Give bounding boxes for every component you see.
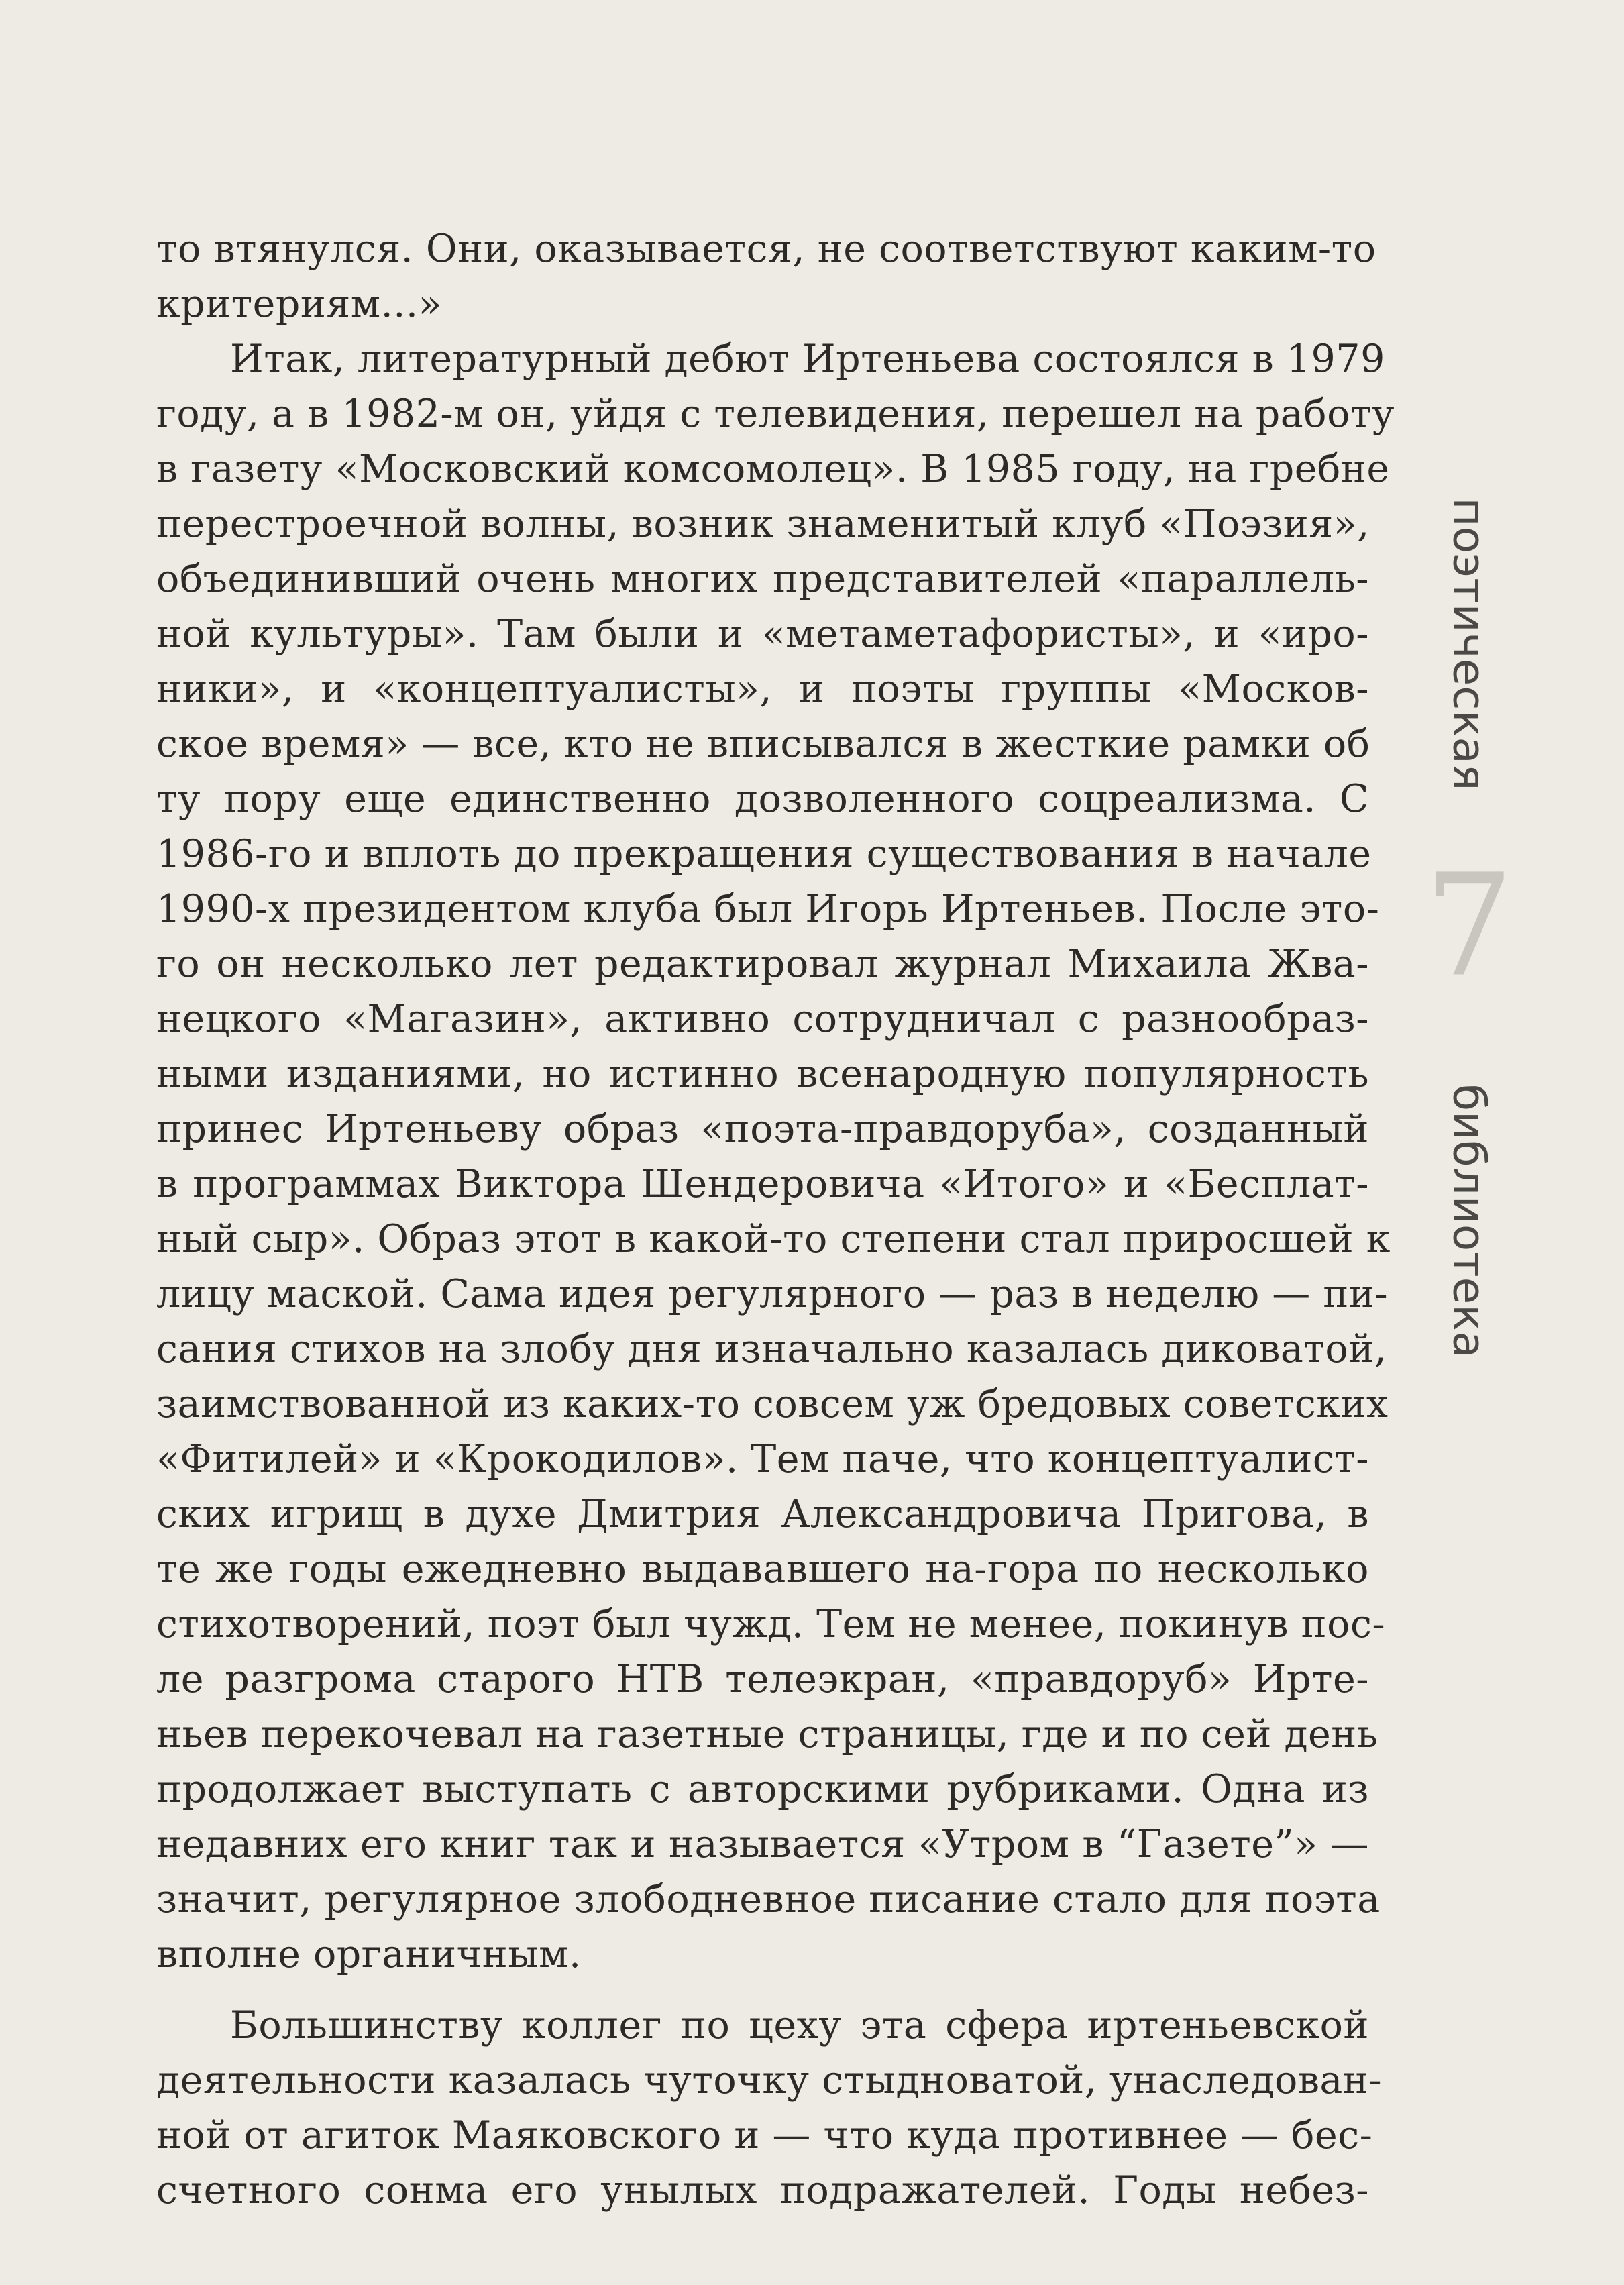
series-label-top: поэтическая [1443,497,1495,791]
text-line: недавних его книг так и называется «Утром в “Газете”» — [156,1822,1369,1866]
paragraph-gap [156,1982,1369,1998]
text-line: значит, регулярное злободневное писание стало для поэта [156,1877,1381,1921]
text-line: году, а в 1982-м он, уйдя с телевидения, перешел на работу [156,392,1395,436]
text-line: ньев перекочевал на газетные страницы, где и по сей день [156,1712,1378,1756]
text-line: «Фитилей» и «Крокодилов». Тем паче, что концептуалист- [156,1437,1370,1481]
series-column [1422,470,1516,1359]
body-text [156,221,1395,2218]
text-line: стихотворений, поэт был чужд. Тем не менее, покинув пос- [156,1602,1386,1646]
text-line: сания стихов на злобу дня изначально казалась диковатой, [156,1327,1387,1371]
text-line: ское время» — все, кто не вписывался в жесткие рамки об [156,722,1370,766]
text-line: в газету «Московский комсомолец». В 1985 году, на гребне [156,447,1390,491]
text-line: принес Иртеньеву образ «поэта-правдоруба», созданный [156,1107,1369,1151]
text-line: нецкого «Магазин», активно сотрудничал с разнообраз- [156,997,1369,1041]
text-line: 1990-х президентом клуба был Игорь Иртеньев. После это- [156,887,1380,931]
text-line: ный сыр». Образ этот в какой-то степени стал приросшей к [156,1217,1391,1261]
text-line: ники», и «концептуалисты», и поэты группы «Москов- [156,667,1369,711]
text-line: го он несколько лет редактировал журнал Михаила Жва- [156,942,1369,986]
text-line: ными изданиями, но истинно всенародную популярность [156,1052,1369,1096]
text-line: ной от агиток Маяковского и — что куда противнее — бес- [156,2113,1373,2158]
text-line: Большинству коллег по цеху эта сфера иртеньевской [230,2003,1369,2048]
text-line: продолжает выступать с авторскими рубриками. Одна из [156,1767,1369,1811]
text-line: перестроечной волны, возник знаменитый клуб «Поэзия», [156,502,1370,546]
text-line: лицу маской. Сама идея регулярного — раз в неделю — пи- [156,1272,1389,1316]
text-line: деятельности казалась чуточку стыдноватой, унаследован- [156,2058,1383,2103]
text-line: ских игрищ в духе Дмитрия Александровича Пригова, в [156,1492,1369,1536]
series-number: 7 [1424,843,1514,1008]
text-line: вполне органичным. [156,1932,582,1976]
text-line: критериям...» [156,282,442,326]
text-line: счетного сонма его унылых подражателей. Годы небез- [156,2168,1369,2213]
text-line: 1986-го и вплоть до прекращения существования в начале [156,832,1372,876]
text-line: заимствованной из каких-то совсем уж бредовых советских [156,1382,1389,1426]
text-line: объединивший очень многих представителей «параллель- [156,557,1369,601]
text-line: те же годы ежедневно выдававшего на-гора по несколько [156,1547,1369,1591]
series-label-bottom: библиотека [1443,1083,1495,1359]
text-line: в программах Виктора Шендеровича «Итого» и «Бесплат- [156,1162,1369,1206]
text-line: ной культуры». Там были и «метаметафористы», и «иро- [156,612,1369,656]
text-line: то втянулся. Они, оказывается, не соответствуют каким-то [156,227,1376,271]
text-line: ту пору еще единственно дозволенного соцреализма. С [156,777,1369,821]
text-line: ле разгрома старого НТВ телеэкран, «правдоруб» Ирте- [156,1657,1369,1701]
series-sidebar [1422,470,1516,1359]
text-line: Итак, литературный дебют Иртеньева состоялся в 1979 [230,337,1385,381]
